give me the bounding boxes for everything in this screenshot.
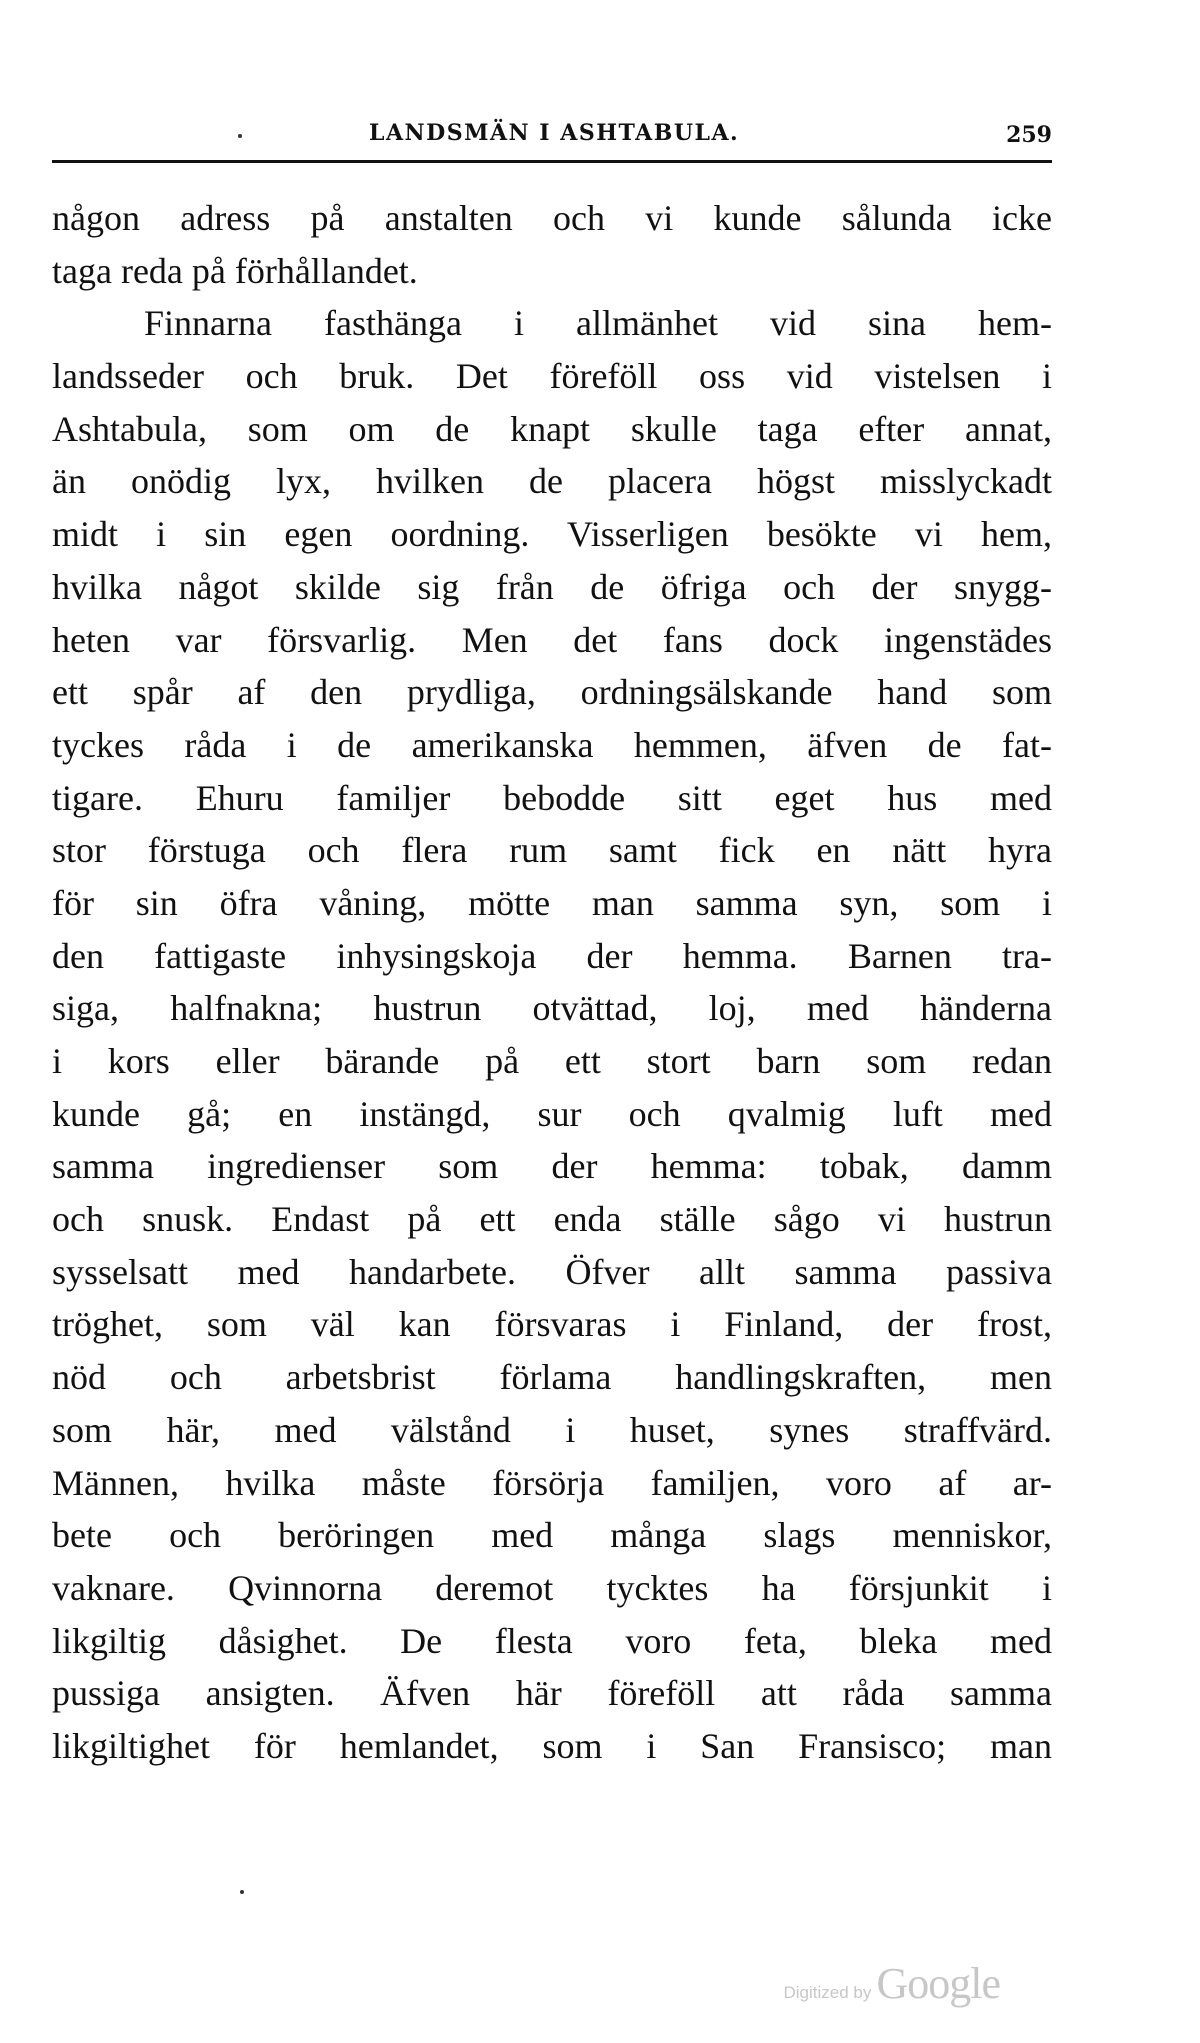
google-logo: Google	[876, 1959, 1000, 2008]
text-line: likgiltighet för hemlandet, som i San Fransisco; man	[52, 1725, 1052, 1766]
scan-speck	[238, 134, 242, 138]
header-rule	[52, 160, 1052, 163]
text-line: midt i sin egen oordning. Visserligen besökte vi hem,	[52, 514, 1052, 555]
text-line: tyckes råda i de amerikanska hemmen, äfven de fat-	[52, 724, 1052, 765]
text-line: Finnarna fasthänga i allmänhet vid sina hem-	[144, 303, 1052, 344]
text-line: heten var försvarlig. Men det fans dock ingenstädes	[52, 619, 1052, 660]
text-line: Ashtabula, som om de knapt skulle taga efter annat,	[52, 408, 1052, 449]
text-line: och snusk. Endast på ett enda ställe sågo vi hustrun	[52, 1199, 1052, 1240]
text-line: kunde gå; en instängd, sur och qvalmig luft med	[52, 1093, 1052, 1134]
text-line: likgiltig dåsighet. De flesta voro feta, bleka med	[52, 1620, 1052, 1661]
page-number: 259	[1006, 122, 1052, 148]
text-line: i kors eller bärande på ett stort barn som redan	[52, 1041, 1052, 1081]
text-line: landsseder och bruk. Det föreföll oss vid vistelsen i	[52, 356, 1052, 397]
text-line: tröghet, som väl kan försvaras i Finland, der frost,	[52, 1304, 1052, 1345]
body-text	[52, 192, 1052, 1773]
text-line: nöd och arbetsbrist förlama handlingskraften, men	[52, 1357, 1052, 1398]
text-line: ett spår af den prydliga, ordningsälskande hand som	[52, 672, 1052, 713]
text-line: den fattigaste inhysingskoja der hemma. Barnen tra-	[52, 935, 1052, 976]
digitized-watermark	[784, 1958, 1001, 2009]
text-line: sysselsatt med handarbete. Öfver allt samma passiva	[52, 1251, 1052, 1292]
text-line: siga, halfnakna; hustrun otvättad, loj, med händerna	[52, 988, 1052, 1029]
running-head: LANDSMÄN I ASHTABULA.	[369, 120, 740, 146]
text-line: taga reda på förhållandet.	[52, 250, 418, 291]
watermark-prefix: Digitized by	[783, 1983, 872, 2002]
text-line: samma ingredienser som der hemma: tobak, damm	[52, 1146, 1052, 1187]
text-line: Männen, hvilka måste försörja familjen, voro af ar-	[52, 1462, 1052, 1503]
text-line: stor förstuga och flera rum samt fick en nätt hyra	[52, 830, 1052, 871]
text-line: bete och beröringen med många slags menniskor,	[52, 1515, 1052, 1556]
text-line: för sin öfra våning, mötte man samma syn, som i	[52, 882, 1052, 923]
text-line: som här, med välstånd i huset, synes straffvärd.	[52, 1409, 1052, 1450]
text-line: någon adress på anstalten och vi kunde sålunda icke	[52, 198, 1052, 238]
text-line: pussiga ansigten. Äfven här föreföll att råda samma	[52, 1673, 1052, 1714]
page-header	[52, 112, 1052, 158]
text-line: hvilka något skilde sig från de öfriga och der snygg-	[52, 566, 1052, 607]
text-line: vaknare. Qvinnorna deremot tycktes ha försjunkit i	[52, 1567, 1052, 1608]
text-line: tigare. Ehuru familjer bebodde sitt eget hus med	[52, 777, 1052, 818]
scan-speck	[240, 1890, 244, 1894]
text-line: än onödig lyx, hvilken de placera högst misslyckadt	[52, 461, 1052, 502]
